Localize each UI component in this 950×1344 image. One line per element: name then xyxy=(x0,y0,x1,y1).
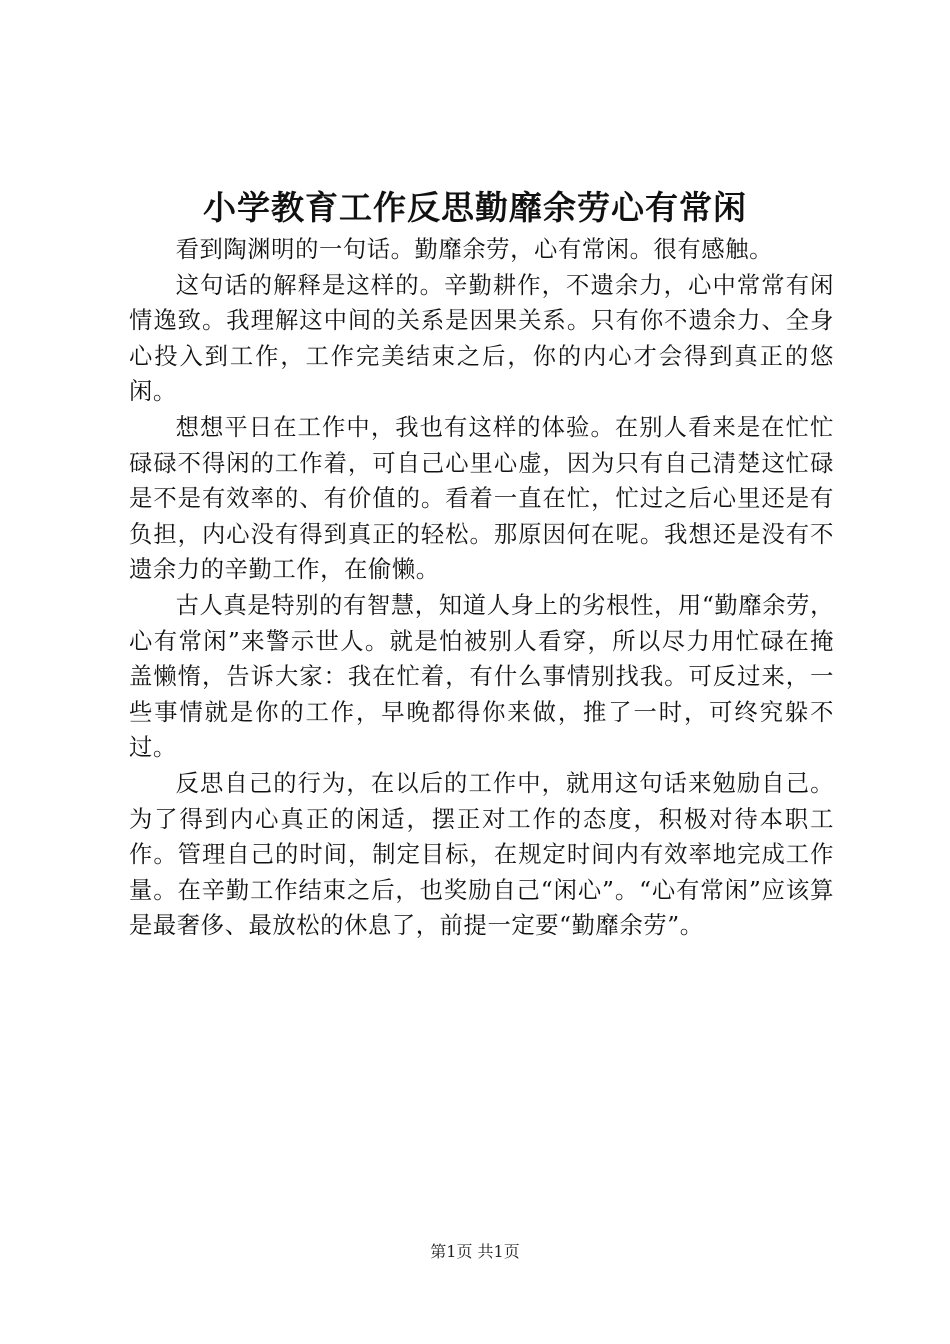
paragraph-4: 古人真是特别的有智慧，知道人身上的劣根性，用“勤靡余劳，心有常闲”来警示世人。就是怕被别人看穿，所以尽力用忙碌在掩盖懒惰，告诉大家：我在忙着，有什么事情别找我。可反过来，一些事情就是你的工作，早晚都得你来做，推了一时，可终究躲不过。 xyxy=(129,591,834,762)
paragraph-2: 这句话的解释是这样的。辛勤耕作，不遗余力，心中常常有闲情逸致。我理解这中间的关系是因果关系。只有你不遗余力、全身心投入到工作，工作完美结束之后，你的内心才会得到真正的悠闲。 xyxy=(129,271,834,406)
paragraph-1: 看到陶渊明的一句话。勤靡余劳，心有常闲。很有感触。 xyxy=(175,236,774,263)
page-number-footer: 第1页 共1页 xyxy=(430,1242,520,1261)
paragraph-5: 反思自己的行为，在以后的工作中，就用这句话来勉励自己。为了得到内心真正的闲适，摆正对工作的态度，积极对待本职工作。管理自己的时间，制定目标，在规定时间内有效率地完成工作量。在辛勤工作结束之后，也奖励自己“闲心”。“心有常闲”应该算是最奢侈、最放松的休息了，前提一定要“勤靡余劳”。 xyxy=(129,769,834,940)
document-title: 小学教育工作反思勤靡余劳心有常闲 xyxy=(203,188,747,227)
paragraph-3: 想想平日在工作中，我也有这样的体验。在别人看来是在忙忙碌碌不得闲的工作着，可自己心里心虚，因为只有自己清楚这忙碌是不是有效率的、有价值的。看着一直在忙，忙过之后心里还是有负担，内心没有得到真正的轻松。那原因何在呢。我想还是没有不遗余力的辛勤工作，在偷懒。 xyxy=(129,413,834,584)
document-body xyxy=(129,232,834,944)
